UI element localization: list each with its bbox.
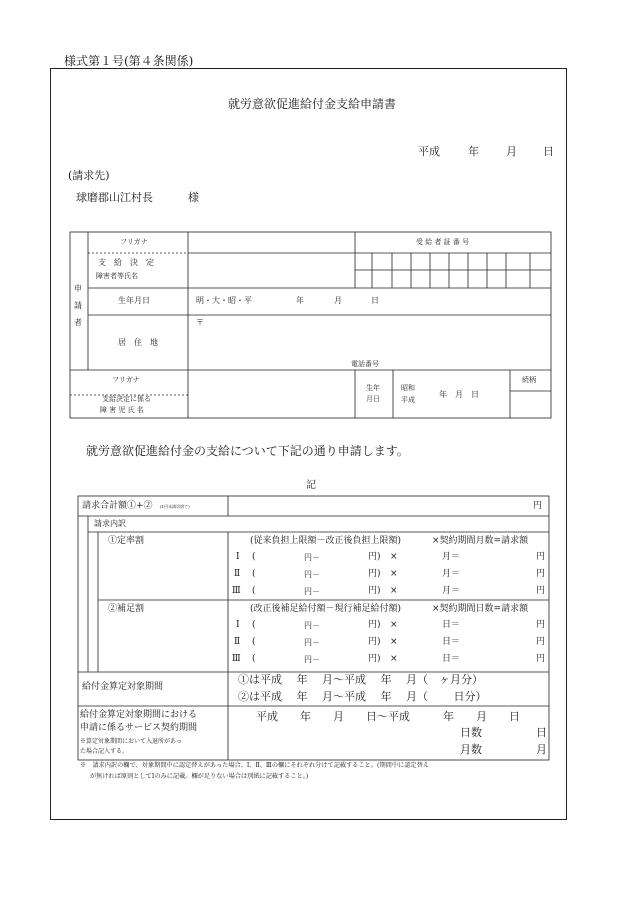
row-a: 円－	[304, 553, 320, 562]
form-title: 就労意欲促進給付金支給申請書	[228, 97, 397, 111]
birth-era: 明・大・昭・平	[196, 296, 252, 305]
contract-label-2: 申請に係るサービス契約期間	[80, 723, 198, 733]
contract-label-4: た場合記入する。	[80, 748, 129, 755]
row-yen: 円	[536, 620, 546, 630]
row-open: (	[252, 569, 256, 579]
fixed-formula-2: ×契約期間月数=請求額	[432, 536, 529, 546]
addressee-honorific: 様	[188, 191, 199, 204]
postal-mark: 〒	[196, 318, 204, 327]
birth-label: 生年月日	[118, 296, 150, 305]
row-b: 円)	[368, 586, 381, 596]
contract-range: 平成 年 月 日～平成 年 月 日	[256, 710, 520, 723]
child-birth-1: 生年	[366, 384, 380, 392]
supplement-formula-2: ×契約期間日数=請求額	[432, 604, 529, 614]
name-label-1: 支 給 決 定	[98, 258, 154, 267]
period-line-2: ②は平成 年 月～平成 年 月（ 日分）	[238, 690, 487, 703]
row-open: (	[252, 586, 256, 596]
side-label-2: 請	[74, 301, 82, 310]
period-line-1: ①は平成 年 月～平成 年 月（ ヶ月分）	[238, 673, 483, 686]
row-x: ×	[390, 586, 398, 596]
contract-days-label: 日数	[460, 726, 482, 739]
child-era-2: 平成	[401, 396, 415, 404]
child-label-1: 支給決定に係る	[102, 395, 151, 403]
supplement-formula: (改正後補足給付額－現行補足給付額)	[250, 604, 402, 614]
contract-months-label: 月数	[460, 743, 482, 756]
supplement-label: ②補足割	[108, 604, 145, 614]
address-label: 居 住 地	[118, 338, 158, 347]
row-a: 円－	[304, 621, 320, 630]
row-m: 日＝	[442, 620, 461, 630]
furigana-label: フリガナ	[120, 238, 148, 246]
date-month: 月	[506, 145, 517, 158]
period-label: 給付金算定対象期間	[82, 682, 164, 692]
statement: 就労意欲促進給付金の支給について下記の通り申請します。	[86, 444, 409, 458]
total-note: (1円未満切捨て)	[160, 504, 190, 509]
fixed-label: ①定率割	[108, 536, 145, 546]
breakdown-label: 請求内訳	[94, 519, 126, 528]
birth-day: 日	[371, 296, 379, 305]
row-b: 円)	[368, 552, 381, 562]
side-label-3: 者	[74, 318, 82, 327]
row-m: 月＝	[442, 586, 461, 596]
row-num: Ⅱ	[234, 569, 241, 579]
child-birth-2: 月日	[366, 395, 380, 403]
row-num: Ⅱ	[234, 637, 241, 647]
fixed-formula: (従来負担上限額－改正後負担上限額)	[250, 536, 402, 546]
cert-number-label: 受 給 者 証 番 号	[416, 238, 470, 246]
row-x: ×	[390, 654, 398, 664]
row-open: (	[252, 637, 256, 647]
footnote-line-2: が無ければ原則としてⅠのみに記載。欄が足りない場合は別紙に記載すること。)	[90, 773, 309, 780]
row-a: 円－	[304, 655, 320, 664]
contract-days-unit: 日	[536, 726, 547, 739]
name-label-2: 障害者等氏名	[96, 272, 138, 280]
date-day: 日	[543, 145, 554, 158]
contract-label-1: 給付金算定対象期間における	[80, 710, 198, 720]
row-a: 円－	[304, 638, 320, 647]
total-unit: 円	[533, 501, 543, 511]
row-open: (	[252, 552, 256, 562]
birth-month: 月	[334, 296, 342, 305]
addressee-name: 球磨郡山江村長	[76, 191, 153, 204]
row-open: (	[252, 620, 256, 630]
row-b: 円)	[368, 569, 381, 579]
row-yen: 円	[536, 552, 546, 562]
row-m: 月＝	[442, 552, 461, 562]
row-x: ×	[390, 569, 398, 579]
row-x: ×	[390, 620, 398, 630]
child-ymd: 年 月 日	[439, 390, 479, 399]
row-yen: 円	[536, 569, 546, 579]
row-num: Ⅰ	[236, 552, 240, 562]
birth-year: 年	[296, 296, 304, 305]
addressee-label: (請求先)	[68, 169, 110, 182]
row-yen: 円	[536, 637, 546, 647]
ki-label: 記	[306, 480, 316, 491]
row-m: 月＝	[442, 569, 461, 579]
child-furigana: フリガナ	[112, 376, 140, 384]
row-a: 円－	[304, 570, 320, 579]
row-m: 日＝	[442, 654, 461, 664]
form-number-label: 様式第１号(第４条関係)	[64, 54, 194, 68]
row-x: ×	[390, 637, 398, 647]
total-label: 請求合計額①+②	[82, 501, 153, 511]
footnote-line-1: ※ 請求内訳の欄で、対象期間中に認定替えがあった場合、Ⅰ、Ⅱ、Ⅲの欄にそれぞれ分けて記載すること。(期間中に認定替え	[80, 762, 429, 769]
row-num: Ⅲ	[232, 654, 241, 664]
row-num: Ⅲ	[232, 586, 241, 596]
row-b: 円)	[368, 637, 381, 647]
contract-label-3: ※算定対象期間において入退所があっ	[80, 738, 182, 745]
row-open: (	[252, 654, 256, 664]
child-label-2: 障 害 児 氏 名	[100, 406, 144, 414]
row-b: 円)	[368, 620, 381, 630]
row-x: ×	[390, 552, 398, 562]
row-m: 日＝	[442, 637, 461, 647]
date-year: 年	[468, 145, 479, 158]
child-era-1: 昭和	[401, 384, 415, 392]
row-yen: 円	[536, 586, 546, 596]
phone-label: 電話番号	[351, 360, 379, 368]
row-num: Ⅰ	[236, 620, 240, 630]
row-yen: 円	[536, 654, 546, 664]
date-era: 平成	[418, 145, 440, 158]
child-relation: 続柄	[522, 376, 536, 384]
row-a: 円－	[304, 587, 320, 596]
row-b: 円)	[368, 654, 381, 664]
contract-months-unit: 月	[536, 743, 547, 756]
side-label-1: 申	[74, 284, 82, 293]
